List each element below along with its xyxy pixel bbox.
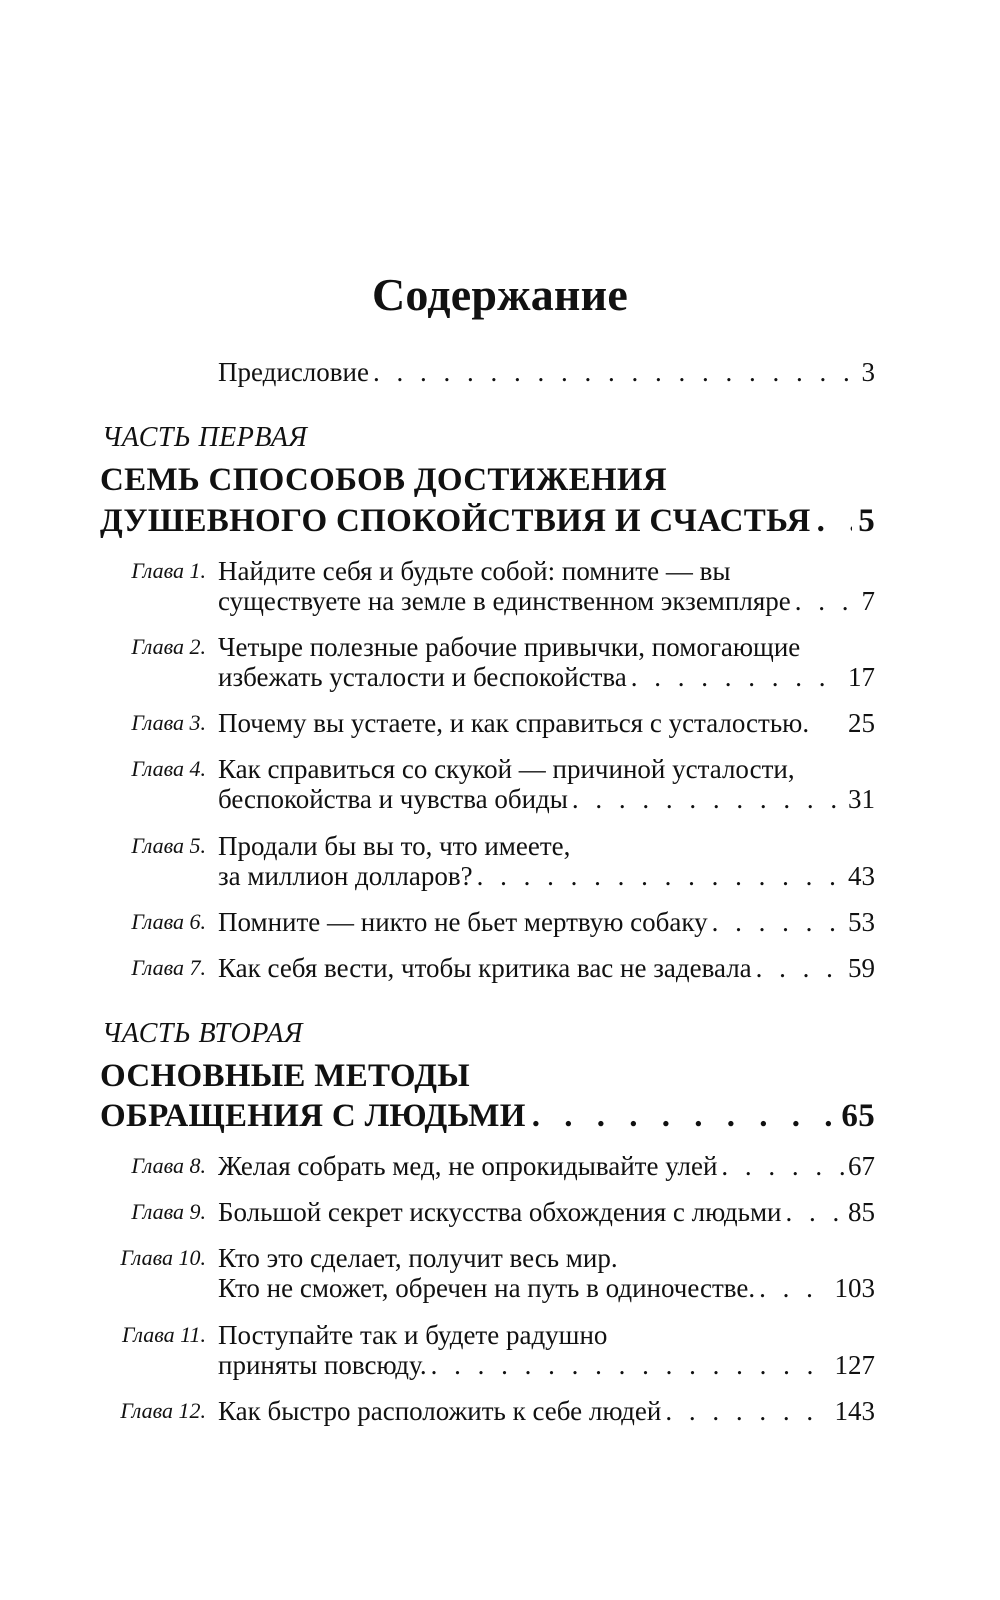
- dot-leader: [785, 1196, 844, 1228]
- chapter-title: Найдите себя и будьте собой: помните — вы: [218, 556, 731, 586]
- part-label: ЧАСТЬ ПЕРВАЯ: [102, 422, 308, 453]
- dot-leader: [477, 860, 844, 892]
- part-title: ДУШЕВНОГО СПОКОЙСТВИЯ И СЧАСТЬЯ: [100, 503, 811, 539]
- chapter-label: Глава 3.: [131, 710, 206, 735]
- chapter-label: Глава 8.: [131, 1153, 206, 1178]
- dot-leader: [756, 952, 844, 984]
- chapter-line[interactable]: [218, 1150, 875, 1182]
- page-number: 127: [834, 1350, 875, 1380]
- chapter-line[interactable]: [218, 1242, 875, 1274]
- page-number: 85: [848, 1197, 875, 1227]
- chapter-title: Как справиться со скукой — причиной усталости,: [218, 754, 795, 784]
- page-number: 53: [848, 907, 875, 937]
- chapter-label: Глава 2.: [131, 634, 206, 659]
- page-number: 3: [861, 357, 875, 387]
- chapter-line[interactable]: [218, 1319, 875, 1351]
- chapter-line[interactable]: [218, 585, 875, 617]
- page-number: 103: [834, 1273, 875, 1303]
- dot-leader: [532, 1098, 836, 1135]
- chapter-line[interactable]: [218, 631, 875, 663]
- dot-leader: [572, 783, 844, 815]
- chapter-label: Глава 6.: [131, 909, 206, 934]
- dot-leader: [759, 1272, 830, 1304]
- chapter-line[interactable]: [218, 1395, 875, 1427]
- chapter-line[interactable]: [218, 707, 875, 739]
- chapter-label: Глава 11.: [122, 1322, 206, 1347]
- dot-leader: [712, 906, 844, 938]
- chapter-title: избежать усталости и беспокойства: [218, 662, 627, 692]
- dot-leader: [373, 356, 858, 388]
- chapter-title: Почему вы устаете, и как справиться с усталостью.: [218, 708, 810, 738]
- part-title-entry[interactable]: [100, 503, 875, 540]
- chapter-line[interactable]: [218, 753, 875, 785]
- chapter-title: Кто не сможет, обречен на путь в одиночестве.: [218, 1273, 756, 1303]
- page-title: Содержание: [372, 269, 628, 320]
- toc-entry-preface[interactable]: [218, 356, 875, 388]
- chapter-title: Продали бы вы то, что имеете,: [218, 831, 571, 861]
- chapter-line[interactable]: [218, 1196, 875, 1228]
- dot-leader: [431, 1349, 831, 1381]
- page-number: 143: [834, 1396, 875, 1426]
- chapter-title: Как быстро расположить к себе людей: [218, 1396, 662, 1426]
- chapter-title: Поступайте так и будете радушно: [218, 1320, 608, 1350]
- part-title: ОБРАЩЕНИЯ С ЛЮДЬМИ: [100, 1098, 526, 1134]
- chapter-line[interactable]: [218, 661, 875, 693]
- page-number: 5: [858, 503, 875, 539]
- chapter-line[interactable]: [218, 555, 875, 587]
- chapter-title: Кто это сделает, получит весь мир.: [218, 1243, 618, 1273]
- chapter-title: Большой секрет искусства обхождения с людьми: [218, 1197, 782, 1227]
- chapter-title: Четыре полезные рабочие привычки, помогающие: [218, 632, 801, 662]
- dot-leader: [795, 585, 858, 617]
- chapter-line[interactable]: [218, 860, 875, 892]
- part-title: СЕМЬ СПОСОБОВ ДОСТИЖЕНИЯ: [100, 462, 667, 498]
- chapter-title: Желая собрать мед, не опрокидывайте улей: [218, 1151, 718, 1181]
- chapter-line[interactable]: [218, 1349, 875, 1381]
- chapter-line[interactable]: [218, 906, 875, 938]
- dot-leader: [631, 661, 844, 693]
- chapter-label: Глава 5.: [131, 833, 206, 858]
- chapter-title: Помните — никто не бьет мертвую собаку: [218, 907, 708, 937]
- page-number: 17: [848, 662, 875, 692]
- chapter-label: Глава 4.: [131, 756, 206, 781]
- chapter-line[interactable]: [218, 1272, 875, 1304]
- chapter-title: приняты повсюду.: [218, 1350, 427, 1380]
- dot-leader: [665, 1395, 830, 1427]
- chapter-label: Глава 12.: [120, 1398, 206, 1423]
- chapter-title: существуете на земле в единственном экземпляре: [218, 586, 791, 616]
- chapter-line[interactable]: [218, 783, 875, 815]
- page-number: 31: [848, 784, 875, 814]
- page-number: 25: [848, 708, 875, 738]
- page-number: 7: [861, 586, 875, 616]
- dot-leader: [817, 503, 853, 540]
- chapter-label: Глава 7.: [131, 955, 206, 980]
- page-number: 65: [841, 1098, 875, 1134]
- chapter-line[interactable]: [218, 830, 875, 862]
- dot-leader: [721, 1150, 844, 1182]
- page-number: 59: [848, 953, 875, 983]
- chapter-title: Как себя вести, чтобы критика вас не задевала: [218, 953, 752, 983]
- chapter-title: беспокойства и чувства обиды: [218, 784, 568, 814]
- part-title-entry[interactable]: [100, 1098, 875, 1135]
- part-label: ЧАСТЬ ВТОРАЯ: [102, 1018, 303, 1049]
- page-number: 67: [848, 1151, 875, 1181]
- entry-text: Предисловие: [218, 357, 369, 387]
- page-number: 43: [848, 861, 875, 891]
- chapter-label: Глава 10.: [120, 1245, 206, 1270]
- chapter-label: Глава 9.: [131, 1199, 206, 1224]
- chapter-title: за миллион долларов?: [218, 861, 473, 891]
- chapter-line[interactable]: [218, 952, 875, 984]
- chapter-label: Глава 1.: [131, 558, 206, 583]
- part-title: ОСНОВНЫЕ МЕТОДЫ: [100, 1058, 470, 1094]
